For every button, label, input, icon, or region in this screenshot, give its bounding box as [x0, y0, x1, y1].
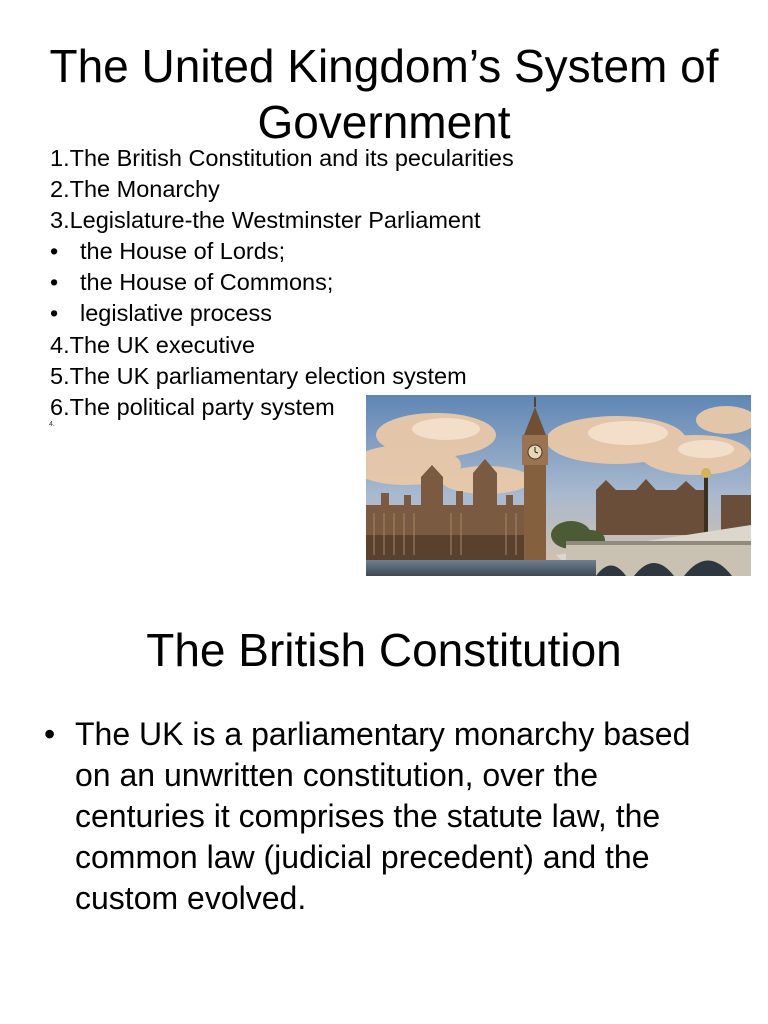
outline-item-text: 6.The political party system: [50, 393, 335, 420]
outline-subitem: [50, 267, 590, 298]
outline-subitem: [50, 298, 590, 329]
outline-item-text: the House of Commons;: [80, 269, 334, 296]
slide-1-title: The United Kingdom’s System of Government: [49, 40, 719, 148]
slide-2-bullets: [44, 714, 724, 919]
outline-list: [50, 143, 590, 423]
outline-item-text: 3.Legislature-the Westminster Parliament: [50, 207, 481, 234]
outline-item-text: 5.The UK parliamentary election system: [50, 362, 467, 389]
outline-item: [50, 361, 590, 392]
outline-item-text: 1.The British Constitution and its pecularities: [50, 145, 514, 171]
outline-item-text: 2.The Monarchy: [50, 176, 220, 203]
outline-item: [50, 174, 590, 205]
outline-item-text: the House of Lords;: [80, 238, 286, 265]
bullet-item: [44, 714, 724, 919]
slide-2: [0, 600, 768, 1024]
slide-number-note: 4.: [49, 421, 55, 428]
westminster-photo: [366, 395, 751, 576]
bullet-marker: •: [50, 269, 59, 296]
outline-subitem: [50, 236, 590, 267]
bullet-marker: •: [50, 238, 59, 265]
outline-item-text: 4.The UK executive: [50, 331, 256, 358]
outline-item-text: legislative process: [80, 300, 273, 327]
outline-item: [50, 205, 590, 236]
bullet-marker: •: [44, 716, 56, 752]
bullet-text: The UK is a parliamentary monarchy based on an unwritten constitution, over the centuries it comprises the statute law, the common law (judicial precedent) and the custom evolved.: [75, 716, 691, 916]
outline-item: [50, 330, 590, 361]
slide-2-title: The British Constitution: [146, 624, 622, 676]
bullet-marker: •: [50, 300, 59, 327]
outline-item: [50, 143, 590, 174]
